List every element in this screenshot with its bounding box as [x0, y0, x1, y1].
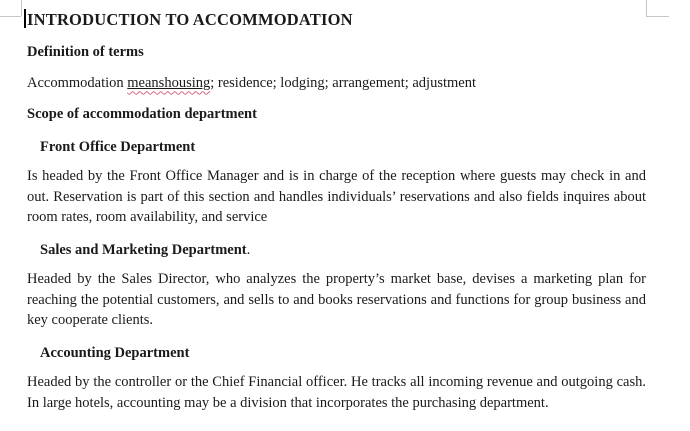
document-title-text: INTRODUCTION TO ACCOMMODATION — [27, 10, 353, 29]
text-boundary-mark-top-left-vertical — [21, 0, 22, 16]
heading-front-office-department — [40, 137, 646, 158]
definition-suffix: ; residence; lodging; arrangement; adjustment — [210, 74, 477, 91]
text-boundary-mark-top-right-vertical — [646, 0, 647, 16]
heading-sales-marketing-text: Sales and Marketing Department — [40, 241, 247, 258]
heading-accounting-department — [40, 343, 646, 364]
misspelled-word: meanshousing — [127, 74, 211, 91]
underlined-word-wrapper — [127, 75, 210, 91]
definition-prefix: Accommodation — [27, 74, 128, 91]
front-office-paragraph: Is headed by the Front Office Manager and is in charge of the reception where guests may check in and out. Reservation is part of this section and handles individuals’ reservations and also fields inquires about room rates, room availability, and service — [27, 168, 646, 225]
accounting-paragraph: Headed by the controller or the Chief Financial officer. He tracks all incoming revenue and outgoing cash. In large hotels, accounting may be a division that incorporates the purchasing department. — [27, 374, 646, 411]
heading-scope-of-accommodation: Scope of accommodation department — [27, 106, 257, 122]
heading-front-office-text: Front Office Department — [40, 138, 196, 155]
heading-sales-marketing-suffix: . — [246, 241, 251, 258]
text-boundary-mark-top-left-horizontal — [0, 16, 21, 17]
sales-marketing-paragraph: Headed by the Sales Director, who analyzes the property’s market base, devises a marketing plan for reaching the potential customers, and sells to and books reservations and functions for group business and key cooperate clients. — [27, 271, 646, 328]
document-content[interactable] — [27, 8, 646, 413]
text-boundary-mark-top-right-horizontal — [646, 16, 669, 17]
text-cursor-caret — [24, 9, 26, 28]
heading-definition-of-terms: Definition of terms — [27, 44, 144, 60]
definition-sentence — [27, 73, 646, 94]
heading-sales-marketing-department — [40, 240, 646, 261]
document-title — [27, 8, 646, 31]
heading-accounting-text: Accounting Department — [40, 344, 190, 361]
